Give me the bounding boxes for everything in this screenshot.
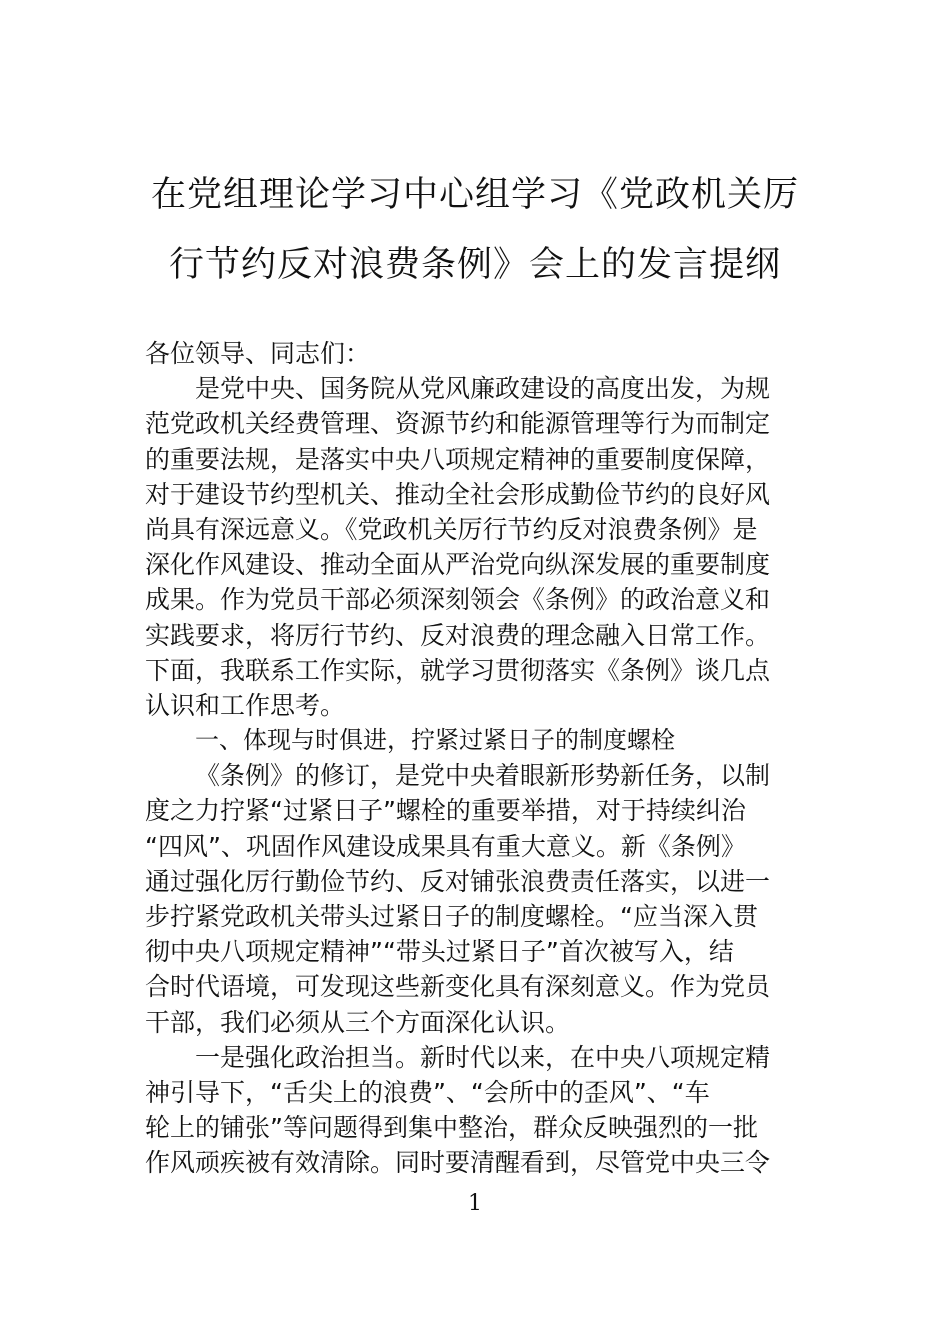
paragraph-line: 度之力拧紧“过紧日子”螺栓的重要举措，对于持续纠治 [145,796,746,826]
paragraph-line: 神引导下，“舌尖上的浪费”、“会所中的歪风”、“车 [145,1077,710,1107]
paragraph-line: 尚具有深远意义。《党政机关厉行节约反对浪费条例》是 [145,514,758,544]
paragraph-line: 一是强化政治担当。新时代以来，在中央八项规定精 [195,1042,771,1072]
paragraph-line: 认识和工作思考。 [145,690,346,720]
paragraph-line: 干部，我们必须从三个方面深化认识。 [145,1007,571,1037]
document-title [110,160,840,300]
title-line-1: 在党组理论学习中心组学习《党政机关厉 [150,175,799,215]
paragraph-line: 彻中央八项规定精神”“带头过紧日子”首次被写入，结 [145,937,734,967]
paragraph-line: 步拧紧党政机关带头过紧日子的制度螺栓。“应当深入贯 [145,902,758,931]
page-number: 1 [468,1191,482,1216]
paragraph-line: 深化作风建设、推动全面从严治党向纵深发展的重要制度 [145,550,771,580]
paragraph-line: 成果。作为党员干部必须深刻领会《条例》的政治意义和 [145,585,771,615]
paragraph-line: 是党中央、国务院从党风廉政建设的高度出发，为规 [195,374,771,404]
paragraph-line: “四风”、巩固作风建设成果具有重大意义。新《条例》 [145,831,746,861]
paragraph-line: 合时代语境，可发现这些新变化具有深刻意义。作为党员 [145,972,771,1002]
title-line-2: 行节约反对浪费条例》会上的发言提纲 [168,245,781,285]
section-heading: 一、体现与时俱进，拧紧过紧日子的制度螺栓 [195,726,675,755]
paragraph-line: 作风顽疾被有效清除。同时要清醒看到，尽管党中央三令 [145,1148,771,1178]
paragraph-line: 的重要法规，是落实中央八项规定精神的重要制度保障， [145,444,771,474]
salutation: 各位领导、同志们： [145,339,371,368]
paragraph-line: 实践要求，将厉行节约、反对浪费的理念融入日常工作。 [145,620,771,650]
document-body [145,336,805,1181]
paragraph-line: 轮上的铺张”等问题得到集中整治，群众反映强烈的一批 [145,1113,758,1143]
paragraph-line: 下面，我联系工作实际，就学习贯彻落实《条例》谈几点 [145,655,771,685]
paragraph-line: 通过强化厉行勤俭节约、反对铺张浪费责任落实，以进一 [145,866,771,896]
paragraph-line: 对于建设节约型机关、推动全社会形成勤俭节约的良好风 [145,479,771,509]
paragraph-line: 《条例》的修订，是党中央着眼新形势新任务，以制 [195,761,771,791]
paragraph-line: 范党政机关经费管理、资源节约和能源管理等行为而制定 [145,409,771,439]
